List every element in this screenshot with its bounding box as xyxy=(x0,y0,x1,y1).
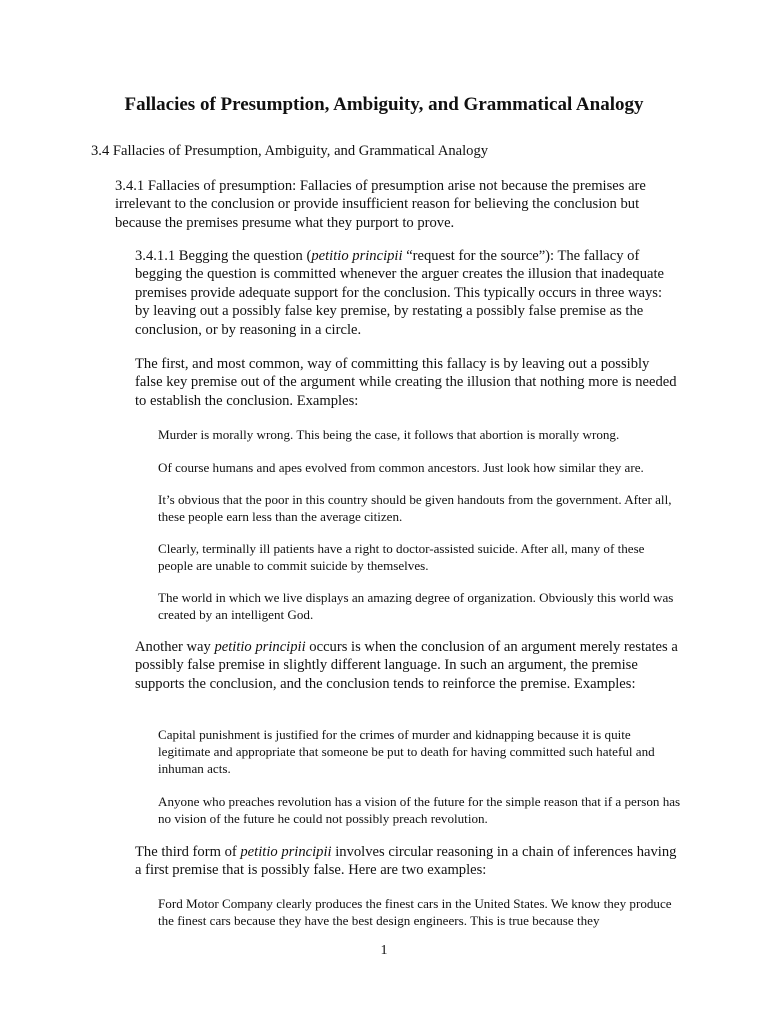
example-item: Of course humans and apes evolved from common ancestors. Just look how similar they are. xyxy=(158,460,644,475)
example-item: Anyone who preaches revolution has a vision of the future for the simple reason that if a person has no vision of the future he could not possibly preach revolution. xyxy=(158,794,681,826)
example-item: Capital punishment is justified for the crimes of murder and kidnapping because it is quite legitimate and appropriate that someone be put to death for having committed such hateful and inhuman acts. xyxy=(158,727,655,776)
example-item: The world in which we live displays an amazing degree of organization. Obviously this world was created by an intelligent God. xyxy=(158,590,674,622)
page-title: Fallacies of Presumption, Ambiguity, and Grammatical Analogy xyxy=(124,94,644,115)
begging-the-question-paragraph xyxy=(135,247,680,339)
third-prefix: The third form of xyxy=(135,844,241,860)
section-heading: 3.4 Fallacies of Presumption, Ambiguity, and Grammatical Analogy xyxy=(91,143,489,159)
example-item: It’s obvious that the poor in this country should be given handouts from the government. After all, these people earn less than the average citizen. xyxy=(158,492,672,524)
another-way-paragraph xyxy=(135,638,680,693)
begging-prefix: 3.4.1.1 Begging the question ( xyxy=(135,248,312,264)
another-term: petitio principii xyxy=(214,639,306,655)
another-suffix: occurs is when the conclusion of an argument merely restates a possibly false premise in slightly different language. In such an argument, the premise supports the conclusion, and the conclusion tends to reinforce the premise. Examples: xyxy=(135,639,678,692)
begging-term: petitio principii xyxy=(311,248,403,264)
first-way-paragraph: The first, and most common, way of committing this fallacy is by leaving out a possibly false key premise out of the argument while creating the illusion that nothing more is needed to establish the conclusion. Examples: xyxy=(135,356,677,409)
example-item: Murder is morally wrong. This being the case, it follows that abortion is morally wrong. xyxy=(158,427,620,442)
example-item: Clearly, terminally ill patients have a right to doctor-assisted suicide. After all, many of these people are unable to commit suicide by themselves. xyxy=(158,541,645,573)
third-term: petitio principii xyxy=(240,844,332,860)
subsection-presumption: 3.4.1 Fallacies of presumption: Fallacies of presumption arise not because the premises are irrelevant to the conclusion or provide insufficient reason for believing the conclusion but because the premises presume what they purport to prove. xyxy=(115,178,646,231)
another-prefix: Another way xyxy=(135,639,215,655)
example-item: Ford Motor Company clearly produces the finest cars in the United States. We know they produce the finest cars because they have the best design engineers. This is true because they xyxy=(158,896,672,928)
begging-suffix: “request for the source”): The fallacy of begging the question is committed whenever the arguer creates the illusion that inadequate premises provide adequate support for the conclusion. This typically occurs in three ways: by leaving out a possibly false key premise, by restating a possibly false premise as the conclusion, or by reasoning in a circle. xyxy=(135,248,664,338)
page-number: 1 xyxy=(380,943,388,958)
third-form-paragraph xyxy=(135,843,680,880)
third-suffix: involves circular reasoning in a chain of inferences having a first premise that is possibly false. Here are two examples: xyxy=(135,844,677,879)
